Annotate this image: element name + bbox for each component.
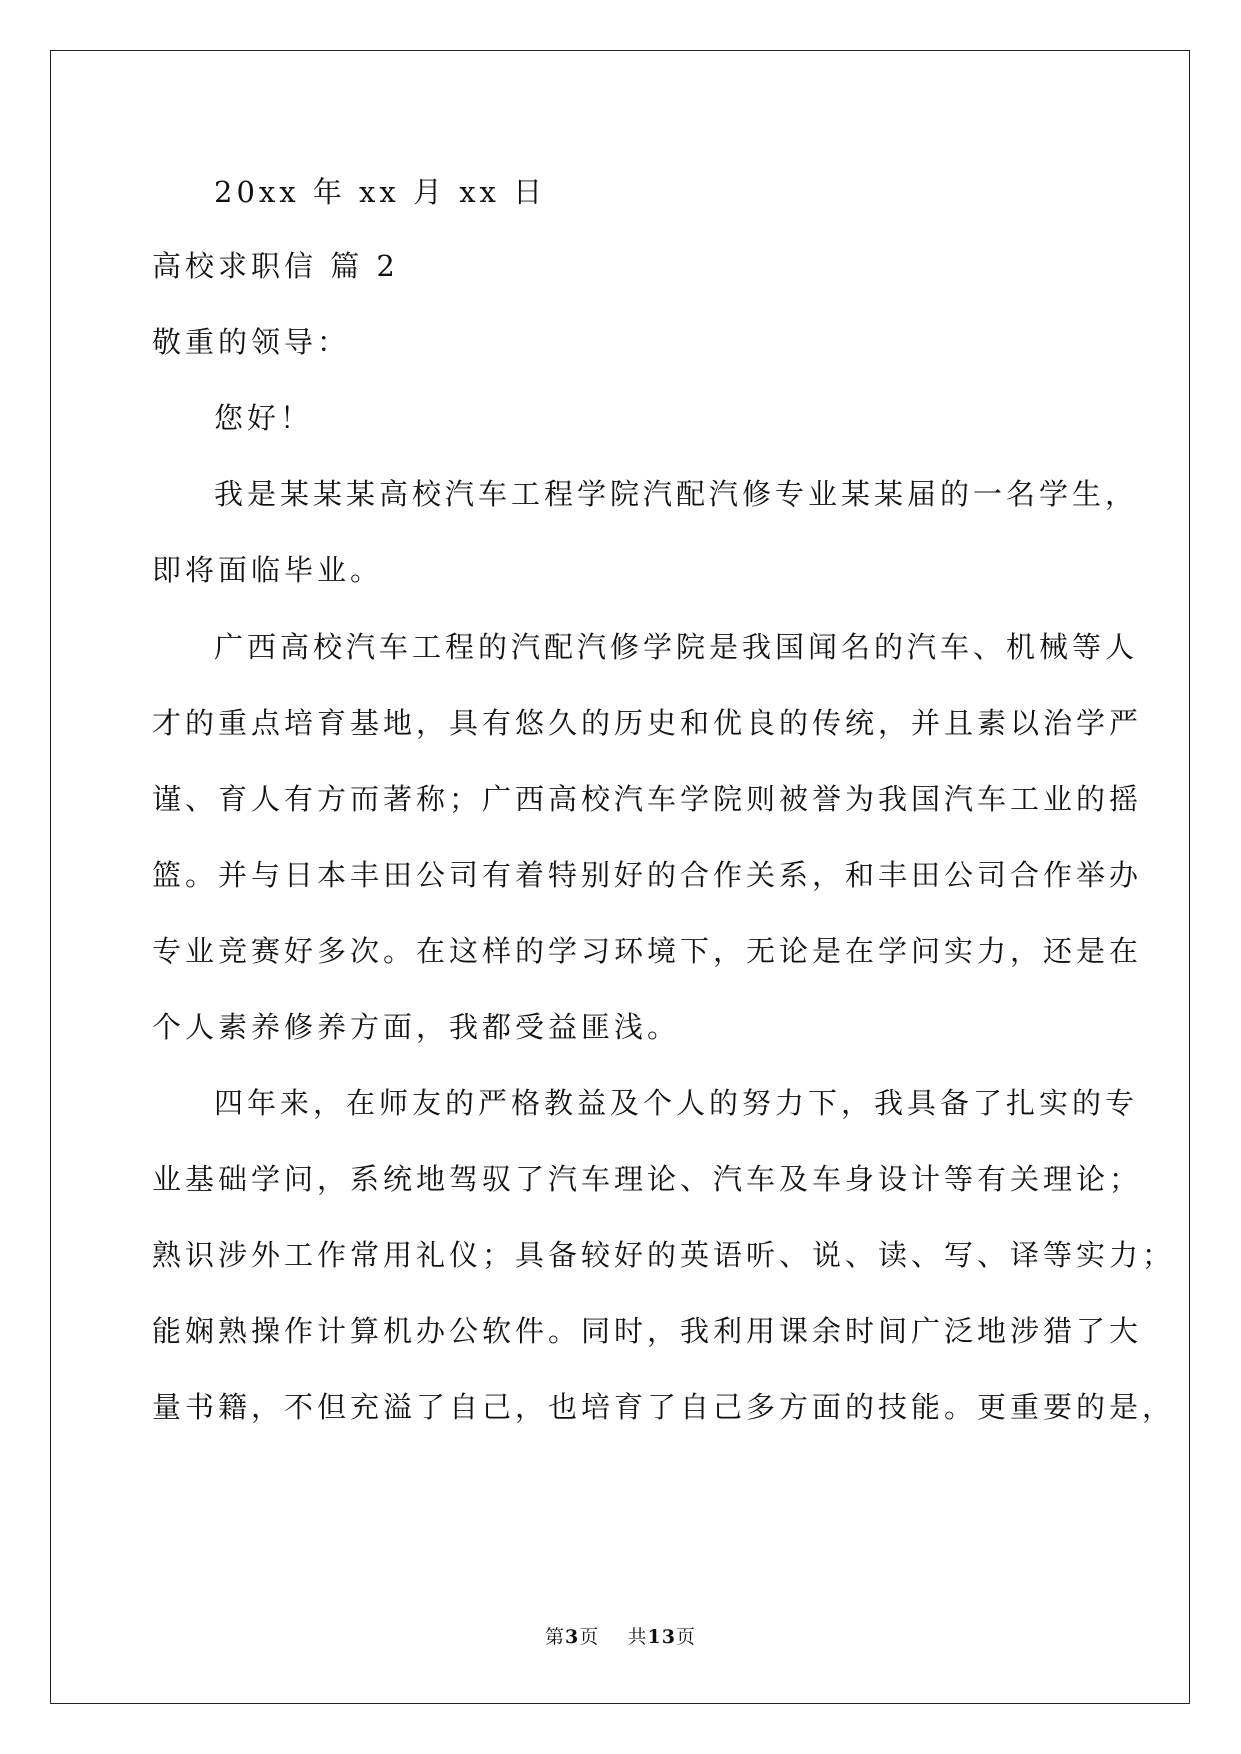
body-line: 我是某某某高校汽车工程学院汽配汽修专业某某届的一名学生，	[214, 477, 1139, 511]
letter-date: 20xx 年 xx 月 xx 日	[214, 175, 547, 209]
total-suffix: 页	[675, 1626, 696, 1648]
body-line: 专业竞赛好多次。在这样的学习环境下，无论是在学问实力，还是在	[152, 934, 1143, 968]
body-line: 个人素养修养方面，我都受益匪浅。	[152, 1010, 681, 1044]
body-line: 能娴熟操作计算机办公软件。同时，我利用课余时间广泛地涉猎了大	[152, 1314, 1143, 1348]
body-line: 熟识涉外工作常用礼仪；具备较好的英语听、说、读、写、译等实力；	[152, 1238, 1176, 1272]
body-line: 才的重点培育基地，具有悠久的历史和优良的传统，并且素以治学严	[152, 706, 1143, 740]
page-current: 3	[565, 1626, 580, 1648]
page-total: 13	[647, 1626, 676, 1648]
salutation: 敬重的领导：	[152, 325, 351, 359]
page-prefix: 第	[545, 1626, 566, 1648]
total-prefix: 共	[627, 1626, 648, 1648]
body-line: 四年来，在师友的严格教益及个人的努力下，我具备了扎实的专	[214, 1086, 1139, 1120]
body-line: 业基础学问，系统地驾驭了汽车理论、汽车及车身设计等有关理论；	[152, 1162, 1143, 1196]
page-suffix: 页	[579, 1626, 600, 1648]
greeting: 您好！	[214, 401, 314, 435]
page-footer	[0, 1622, 1241, 1649]
body-line: 即将面临毕业。	[152, 553, 384, 587]
body-line: 篮。并与日本丰田公司有着特别好的合作关系，和丰田公司合作举办	[152, 858, 1143, 892]
body-line: 谨、育人有方而著称；广西高校汽车学院则被誉为我国汽车工业的摇	[152, 782, 1143, 816]
body-line: 广西高校汽车工程的汽配汽修学院是我国闻名的汽车、机械等人	[214, 630, 1139, 664]
section-heading: 高校求职信 篇 2	[152, 249, 399, 283]
body-line: 量书籍，不但充溢了自己，也培育了自己多方面的技能。更重要的是，	[152, 1390, 1176, 1424]
